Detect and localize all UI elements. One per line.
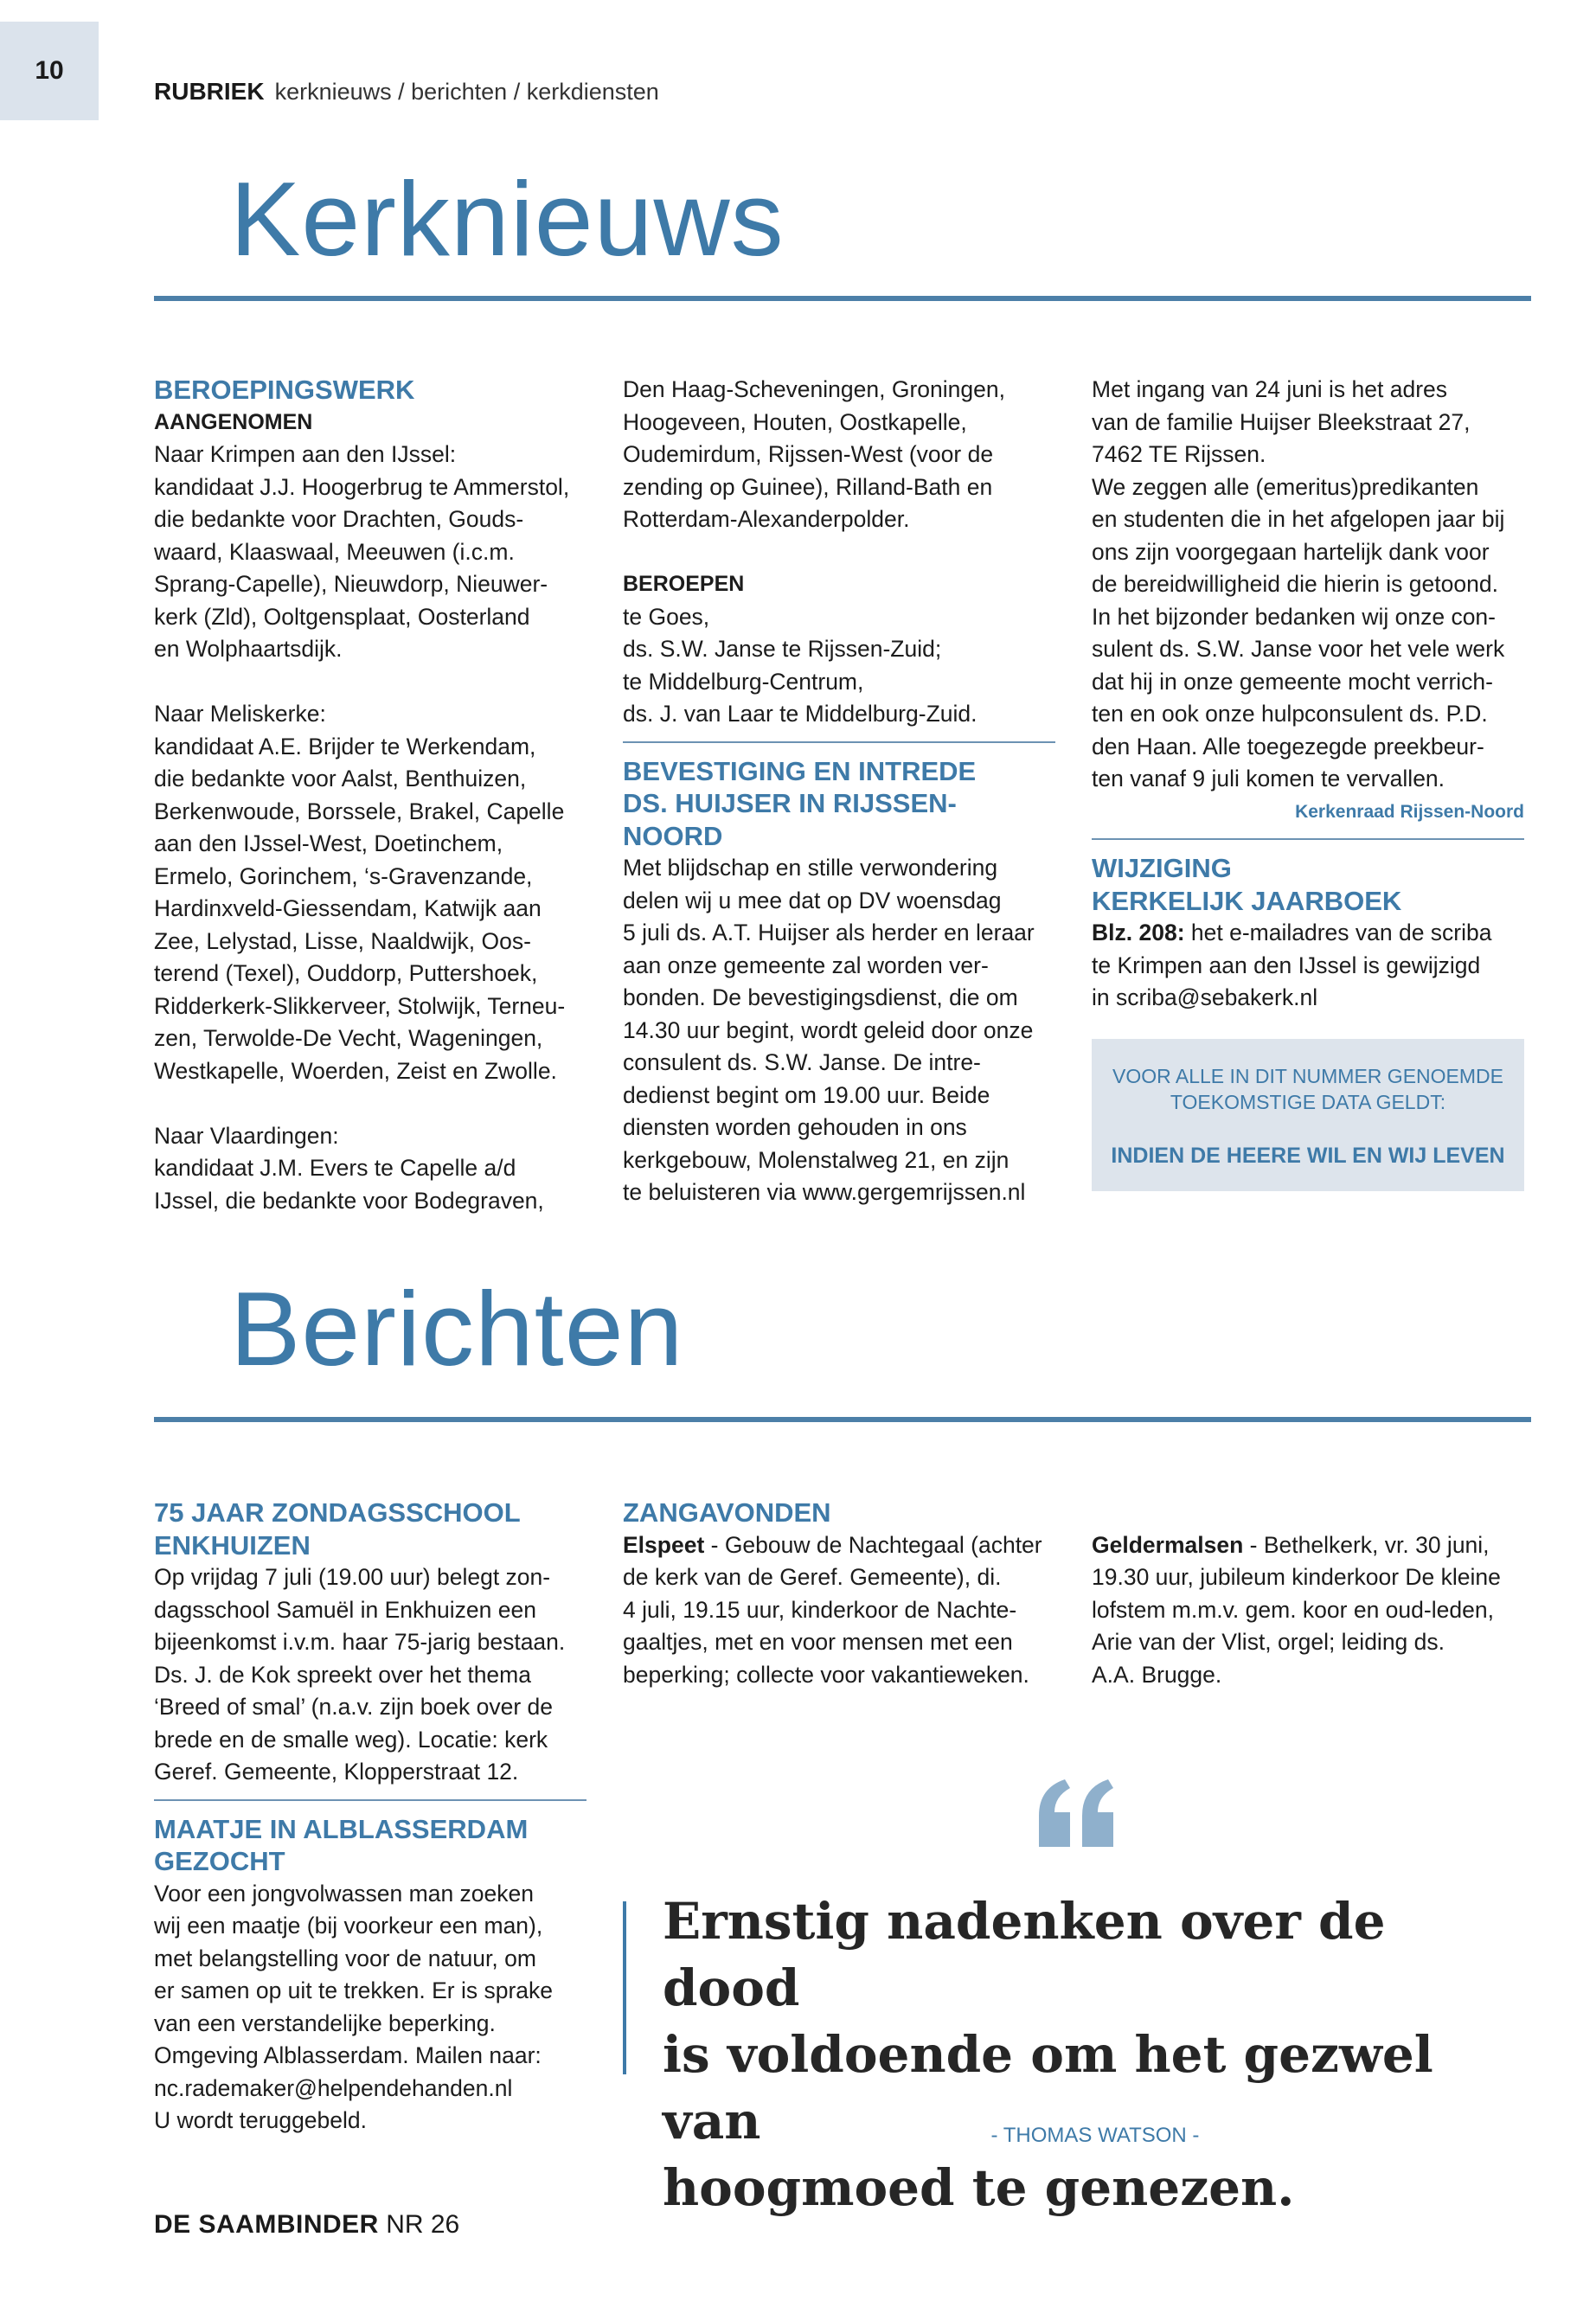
berichten-title: Berichten <box>230 1270 684 1388</box>
text-line: Geref. Gemeente, Klopperstraat 12. <box>154 1759 519 1785</box>
text-line: de bereidwilligheid die hierin is getoond. <box>1092 571 1498 597</box>
berichten-rule <box>154 1417 1531 1422</box>
text-line: bijeenkomst i.v.m. haar 75-jarig bestaan. <box>154 1629 566 1655</box>
text-line <box>1092 1529 1524 1562</box>
issue-number: NR 26 <box>386 2210 460 2239</box>
text-line <box>623 1529 1055 1562</box>
text-line: kandidaat J.J. Hoogerbrug te Ammerstol, <box>154 473 570 500</box>
notice-line: VOOR ALLE IN DIT NUMMER GENOEMDE <box>1112 1064 1503 1087</box>
text-line: aan den IJssel-West, Doetinchem, <box>154 830 503 856</box>
text-line: U wordt teruggebeld. <box>154 2107 368 2133</box>
zondagsschool-heading: 75 JAAR ZONDAGSSCHOOL <box>154 1497 521 1528</box>
text-line: Naar Krimpen aan den IJssel: <box>154 441 457 467</box>
text-line: Den Haag-Scheveningen, Groningen, <box>623 376 1005 402</box>
text-line: Arie van der Vlist, orgel; leiding ds. <box>1092 1629 1445 1655</box>
kerknieuws-rule <box>154 296 1531 301</box>
maatje-heading: MAATJE IN ALBLASSERDAM <box>154 1813 529 1844</box>
text-line: 5 juli ds. A.T. Huijser als herder en leraar <box>623 920 1035 945</box>
zangavonden-heading: ZANGAVONDEN <box>623 1497 831 1528</box>
divider <box>1092 838 1524 840</box>
text-line: zending op Guinee), Rilland-Bath en <box>623 473 993 500</box>
text-span: - Bethelkerk, vr. 30 juni, <box>1243 1531 1490 1558</box>
text-line: diensten worden gehouden in ons <box>623 1114 967 1140</box>
text-line: te Krimpen aan den IJssel is gewijzigd <box>1092 952 1481 978</box>
wijziging-heading: KERKELIJK JAARBOEK <box>1092 885 1402 916</box>
text-line: Met blijdschap en stille verwondering <box>623 855 998 881</box>
text-line: terend (Texel), Ouddorp, Puttershoek, <box>154 960 538 986</box>
text-line: kandidaat A.E. Brijder te Werkendam, <box>154 733 536 760</box>
text-span: het e-mailadres van de scriba <box>1184 920 1492 945</box>
quote-author: - THOMAS WATSON - <box>990 2124 1200 2147</box>
text-line: wij een maatje (bij voorkeur een man), <box>154 1913 543 1939</box>
text-line: te Middelburg-Centrum, <box>623 668 864 695</box>
text-line: gaaltjes, met en voor mensen met een <box>623 1629 1013 1655</box>
text-line: IJssel, die bedankte voor Bodegraven, <box>154 1187 544 1214</box>
bevestiging-heading: NOORD <box>623 820 723 851</box>
text-line: beperking; collecte voor vakantieweken. <box>623 1661 1029 1688</box>
pull-quote <box>663 1888 1528 2221</box>
text-line: Rotterdam-Alexanderpolder. <box>623 506 910 532</box>
text-line: aan onze gemeente zal worden ver- <box>623 952 989 978</box>
footer <box>154 2210 459 2240</box>
text-line: ‘Breed of smal’ (n.a.v. zijn boek over de <box>154 1694 554 1720</box>
text-line: We zeggen alle (emeritus)predikanten <box>1092 473 1479 500</box>
text-line: ten vanaf 9 juli komen te vervallen. <box>1092 766 1445 792</box>
text-line: ds. J. van Laar te Middelburg-Zuid. <box>623 701 977 727</box>
text-line: Ermelo, Gorinchem, ‘s-Gravenzande, <box>154 862 533 889</box>
rubriek-path: kerknieuws / berichten / kerkdiensten <box>274 79 659 105</box>
kerknieuws-column-3 <box>1092 374 1524 1191</box>
kerknieuws-title: Kerknieuws <box>230 160 785 278</box>
page-number: 10 <box>0 22 99 120</box>
text-line: bonden. De bevestigingsdienst, die om <box>623 984 1018 1010</box>
text-line: consulent ds. S.W. Janse. De intre- <box>623 1049 981 1075</box>
text-line: Voor een jongvolwassen man zoeken <box>154 1880 535 1907</box>
text-line: en Wolphaartsdijk. <box>154 636 343 662</box>
beroepen-subheading: BEROEPEN <box>623 572 745 596</box>
text-line: Naar Meliskerke: <box>154 701 326 727</box>
notice-line: TOEKOMSTIGE DATA GELDT: <box>1170 1090 1446 1113</box>
text-line: te Goes, <box>623 603 710 630</box>
text-line: dedienst begint om 19.00 uur. Beide <box>623 1081 990 1108</box>
maatje-heading: GEZOCHT <box>154 1846 285 1876</box>
place-name: Geldermalsen <box>1092 1531 1244 1558</box>
wijziging-page-ref: Blz. 208: <box>1092 920 1185 945</box>
quote-line: Ernstig nadenken over de dood <box>663 1892 1386 2017</box>
text-line: zen, Terwolde-De Vecht, Wageningen, <box>154 1025 543 1051</box>
text-line: die bedankte voor Aalst, Benthuizen, <box>154 766 527 792</box>
signature: Kerkenraad Rijssen-Noord <box>1295 801 1524 822</box>
text-line: van een verstandelijke beperking. <box>154 2009 496 2036</box>
quote-mark-icon <box>1035 1778 1117 1847</box>
text-line: 4 juli, 19.15 uur, kinderkoor de Nachte- <box>623 1596 1017 1623</box>
text-line: brede en de smalle weg). Locatie: kerk <box>154 1726 548 1753</box>
text-line: dat hij in onze gemeente mocht verrich- <box>1092 668 1493 695</box>
kerknieuws-column-2 <box>623 374 1055 1209</box>
text-line: Ds. J. de Kok spreekt over het thema <box>154 1661 531 1688</box>
text-line: Ridderkerk-Slikkerveer, Stolwijk, Terneu- <box>154 992 566 1019</box>
text-line: lofstem m.m.v. gem. koor en oud-leden, <box>1092 1596 1494 1623</box>
text-line: ds. S.W. Janse te Rijssen-Zuid; <box>623 636 942 662</box>
quote-bar <box>623 1901 626 2074</box>
text-line: 19.30 uur, jubileum kinderkoor De kleine <box>1092 1564 1501 1590</box>
aangenomen-subheading: AANGENOMEN <box>154 409 313 434</box>
text-line: met belangstelling voor de natuur, om <box>154 1945 536 1971</box>
text-line: in scriba@sebakerk.nl <box>1092 984 1318 1010</box>
berichten-column-2 <box>623 1497 1055 1691</box>
text-line: Hoogeveen, Houten, Oostkapelle, <box>623 408 967 435</box>
kerknieuws-column-1 <box>154 374 586 1217</box>
magazine-name: DE SAAMBINDER <box>154 2210 379 2239</box>
notice-box <box>1092 1039 1524 1191</box>
text-line: 14.30 uur begint, wordt geleid door onze <box>623 1016 1034 1043</box>
text-line <box>1092 917 1524 950</box>
text-line: delen wij u mee dat op DV woensdag <box>623 887 1002 913</box>
text-line: dagsschool Samuël in Enkhuizen een <box>154 1596 536 1623</box>
text-line: Westkapelle, Woerden, Zeist en Zwolle. <box>154 1057 557 1084</box>
berichten-column-3 <box>1092 1529 1524 1692</box>
text-line: ons zijn voorgegaan hartelijk dank voor <box>1092 538 1490 565</box>
divider <box>623 741 1055 743</box>
text-line: Met ingang van 24 juni is het adres <box>1092 376 1448 402</box>
text-line: kerk (Zld), Ooltgensplaat, Oosterland <box>154 603 530 630</box>
text-line: Berkenwoude, Borssele, Brakel, Capelle <box>154 798 565 824</box>
text-line: er samen op uit te trekken. Er is sprake <box>154 1977 554 2003</box>
text-line: Hardinxveld-Giessendam, Katwijk aan <box>154 895 542 921</box>
bevestiging-heading: BEVESTIGING EN INTREDE <box>623 755 977 786</box>
text-line: waard, Klaaswaal, Meeuwen (i.c.m. <box>154 538 515 565</box>
text-line: sulent ds. S.W. Janse voor het vele werk <box>1092 636 1505 662</box>
bevestiging-heading: DS. HUIJSER IN RIJSSEN- <box>623 788 957 818</box>
text-line: den Haan. Alle toegezegde preekbeur- <box>1092 733 1484 760</box>
divider <box>154 1799 586 1801</box>
text-line: ten en ook onze hulpconsulent ds. P.D. <box>1092 701 1488 727</box>
text-line: Zee, Lelystad, Lisse, Naaldwijk, Oos- <box>154 927 531 954</box>
text-line: die bedankte voor Drachten, Gouds- <box>154 506 524 532</box>
text-line: 7462 TE Rijssen. <box>1092 441 1266 467</box>
text-line: Omgeving Alblasserdam. Mailen naar: <box>154 2042 542 2068</box>
rubriek-label: RUBRIEK <box>154 78 265 105</box>
zondagsschool-heading: ENKHUIZEN <box>154 1529 311 1561</box>
notice-emphasis: INDIEN DE HEERE WIL EN WIJ LEVEN <box>1111 1143 1505 1168</box>
place-name: Elspeet <box>623 1531 705 1558</box>
text-line: Op vrijdag 7 juli (19.00 uur) belegt zon- <box>154 1564 551 1590</box>
text-line: Naar Vlaardingen: <box>154 1122 339 1149</box>
email-link[interactable]: nc.rademaker@helpendehanden.nl <box>154 2074 513 2101</box>
text-line: van de familie Huijser Bleekstraat 27, <box>1092 408 1471 435</box>
quote-line: hoogmoed te genezen. <box>663 2158 1295 2217</box>
text-line: en studenten die in het afgelopen jaar bij <box>1092 506 1505 532</box>
text-line: kerkgebouw, Molenstalweg 21, en zijn <box>623 1146 1010 1173</box>
text-line: A.A. Brugge. <box>1092 1661 1222 1688</box>
text-line: In het bijzonder bedanken wij onze con- <box>1092 603 1496 630</box>
berichten-column-1 <box>154 1497 586 2138</box>
quote-line: is voldoende om het gezwel van <box>663 2025 1433 2150</box>
text-line: Sprang-Capelle), Nieuwdorp, Nieuwer- <box>154 571 548 597</box>
rubriek-header <box>154 78 659 106</box>
beroepingswerk-heading: BEROEPINGSWERK <box>154 375 415 405</box>
wijziging-heading: WIJZIGING <box>1092 853 1232 883</box>
text-line: kandidaat J.M. Evers te Capelle a/d <box>154 1155 516 1181</box>
text-line: de kerk van de Geref. Gemeente), di. <box>623 1564 1002 1590</box>
text-span: - Gebouw de Nachtegaal (achter <box>704 1531 1042 1558</box>
text-line: Oudemirdum, Rijssen-West (voor de <box>623 441 994 467</box>
text-line: te beluisteren via www.gergemrijssen.nl <box>623 1179 1026 1205</box>
